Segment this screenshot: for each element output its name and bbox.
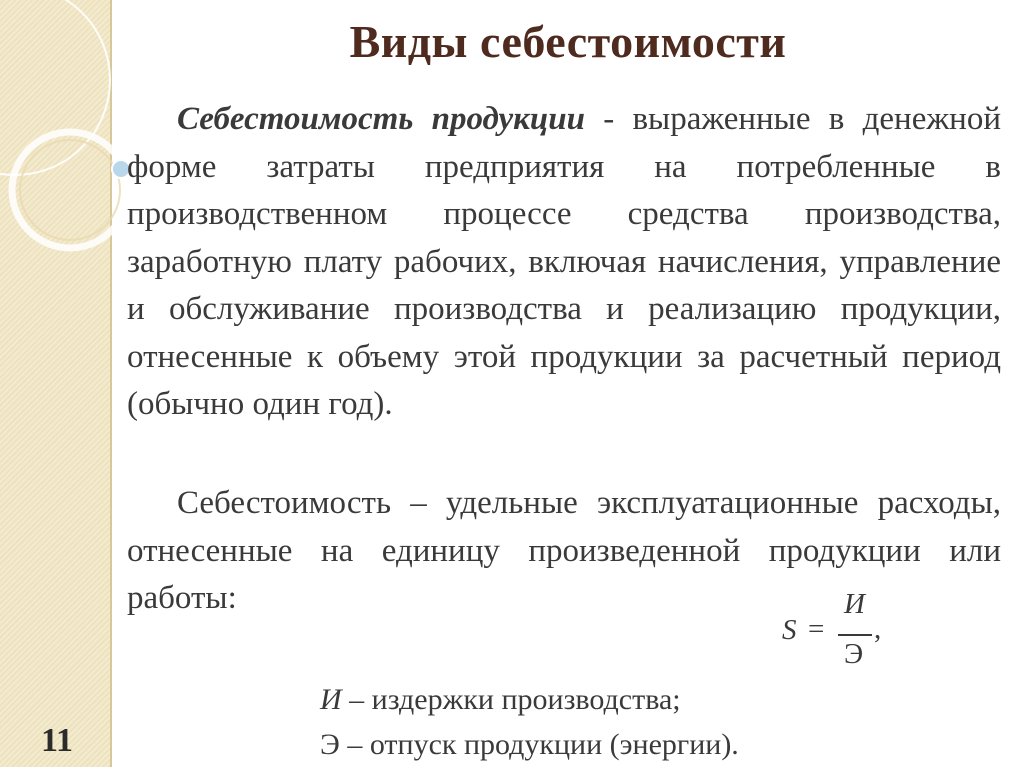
formula-fraction-bar bbox=[838, 634, 872, 636]
definition-paragraph bbox=[127, 96, 1001, 429]
legend-item bbox=[320, 683, 681, 717]
formula-denominator: Э bbox=[844, 638, 864, 670]
legend-symbol: Э bbox=[320, 728, 340, 761]
formula-equals: = bbox=[808, 613, 825, 645]
formula-lhs: S bbox=[782, 614, 797, 646]
formula-comma: , bbox=[874, 613, 882, 645]
legend-item bbox=[320, 728, 739, 762]
deco-ring bbox=[12, 132, 128, 248]
definition-text: - выраженные в денежной форме затраты предприятия на потребленные в производственном процессе средства производства, заработную плату рабочих, включая начисления, управление и обслуживание производства и реализацию продукции, отнесенные к объему этой продукции за расчетный период (обычно один год). bbox=[127, 101, 1001, 422]
definition-term: Себестоимость продукции bbox=[177, 101, 585, 137]
deco-ring-inner bbox=[20, 140, 120, 240]
legend-symbol: И bbox=[320, 683, 342, 716]
legend-text: – отпуск продукции (энергии). bbox=[339, 728, 739, 761]
deco-arc-large bbox=[0, 0, 110, 175]
cost-formula bbox=[780, 588, 920, 676]
formula-numerator: И bbox=[844, 588, 865, 620]
slide-number: 11 bbox=[40, 722, 74, 759]
legend-text: – издержки производства; bbox=[341, 683, 681, 716]
slide-title: Виды себестоимости bbox=[349, 16, 787, 67]
unit-cost-paragraph: Себестоимость – удельные эксплуатационные расходы, отнесенные на единицу произведенной продукции или работы: bbox=[127, 485, 1001, 616]
